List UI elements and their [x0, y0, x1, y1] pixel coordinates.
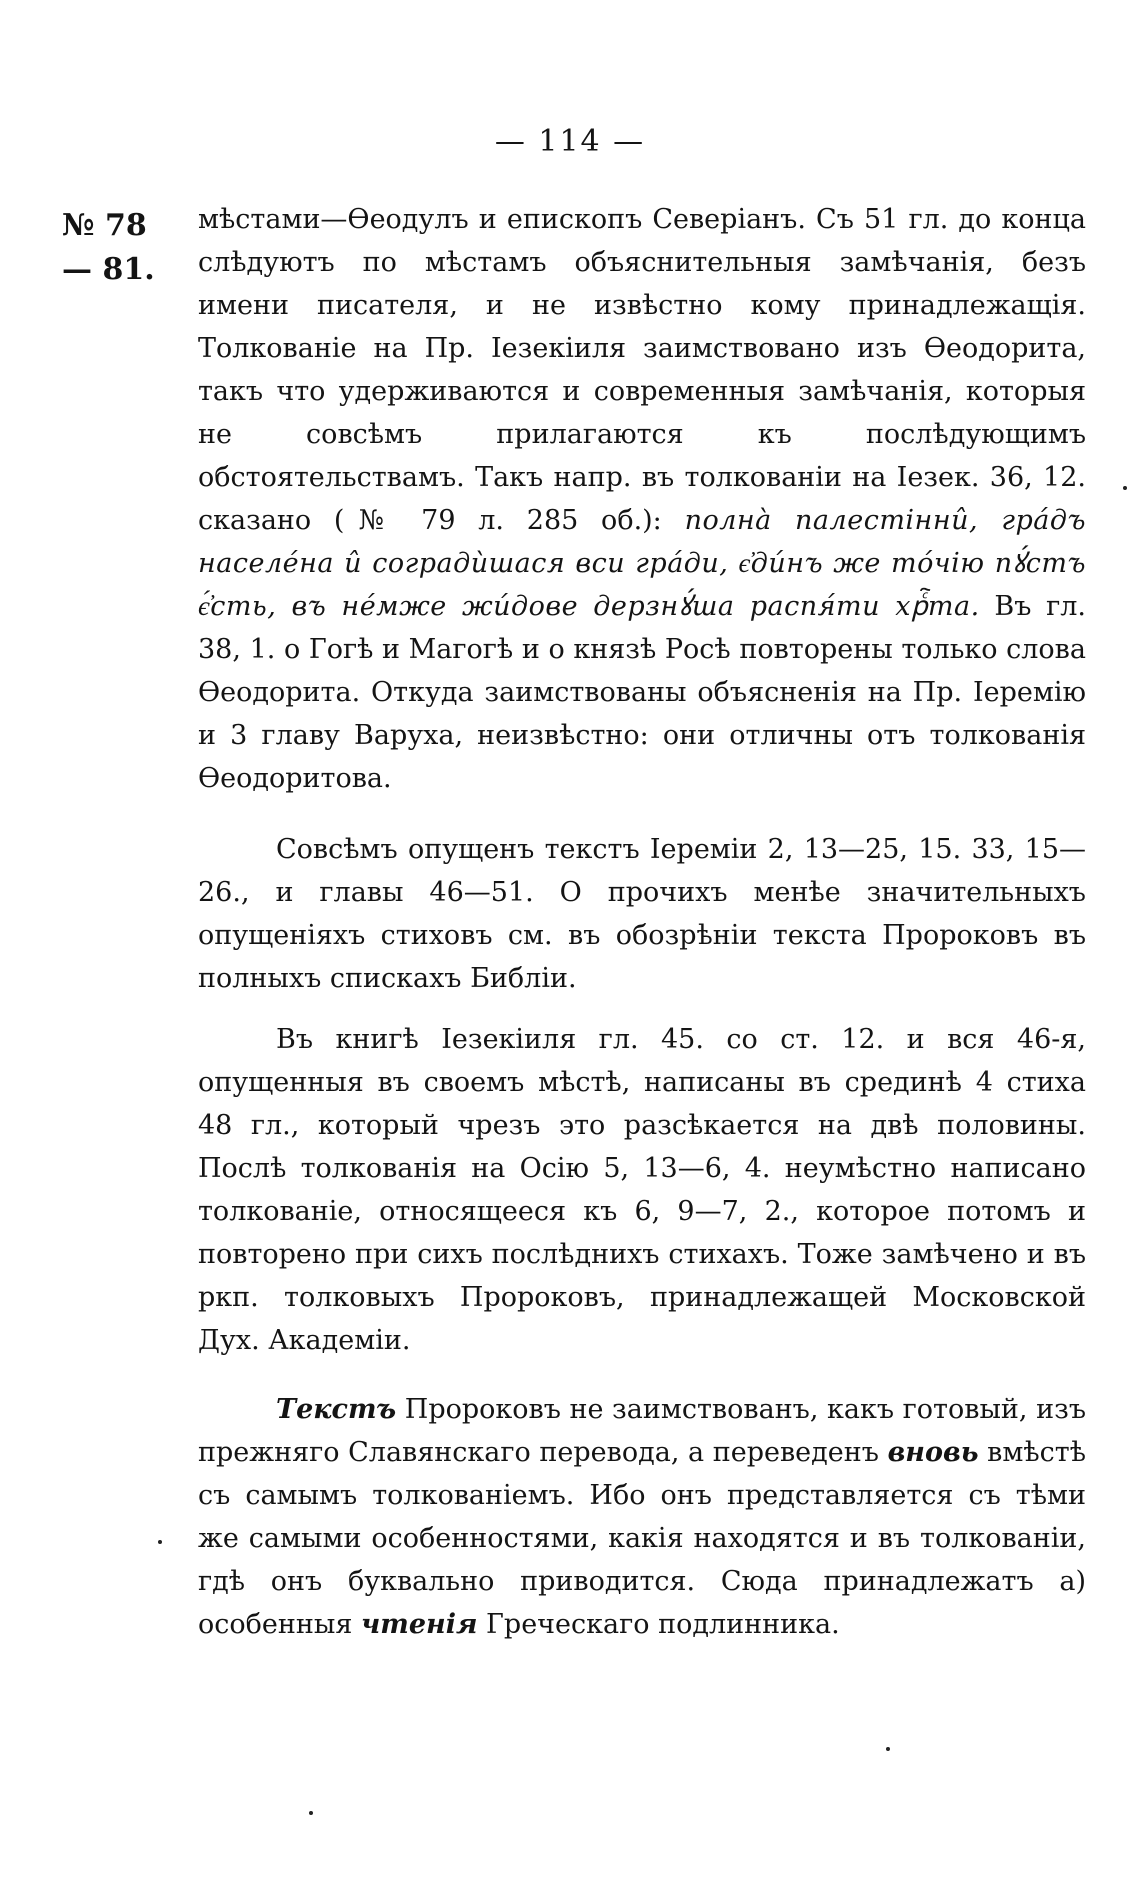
scan-speck — [309, 1811, 313, 1815]
paragraph-4-emphasis-readings: чтенія — [360, 1609, 478, 1640]
paragraph-3: Въ книгѣ Іезекіиля гл. 45. со ст. 12. и вся 46-я, опущенныя въ своемъ мѣстѣ, написаны въ срединѣ 4 стиха 48 гл., который чрезъ это разсѣкается на двѣ половины. Послѣ толкованія на Осію 5, 13—6, 4. неумѣстно написано толкованіе, относящееся къ 6, 9—7, 2., которое потомъ и повторено при сихъ послѣднихъ стихахъ. Тоже замѣчено и въ ркп. толковыхъ Пророковъ, принадлежащей Московской Дух. Академіи. — [198, 1024, 1086, 1356]
margin-note-line-1: № 78 — [62, 208, 147, 243]
margin-note — [62, 204, 198, 291]
scan-speck — [158, 1540, 162, 1544]
body-text — [198, 198, 1086, 1646]
paragraph-4 — [198, 1388, 1086, 1646]
paragraph-4-emphasis-text: Текстъ — [276, 1394, 397, 1425]
paragraph-4-text-b: вмѣстѣ съ самымъ толкованіемъ. Ибо онъ представляется съ тѣми же самыми особенностями, какія находятся и въ толкованіи, гдѣ онъ буквально приводится. Сюда принадлежатъ а) особенныя — [198, 1437, 1086, 1640]
paragraph-2: Совсѣмъ опущенъ текстъ Іереміи 2, 13—25, 15. 33, 15—26., и главы 46—51. О прочихъ менѣе значительныхъ опущеніяхъ стиховъ см. въ обозрѣніи текста Пророковъ въ полныхъ спискахъ Библіи. — [198, 834, 1086, 994]
paragraph-4-text-a: Пророковъ не заимствованъ, какъ готовый, изъ прежняго Славянскаго перевода, а переведенъ — [198, 1394, 1086, 1468]
paragraph-1-text-a: мѣстами—Ѳеодулъ и епископъ Северіанъ. Съ 51 гл. до конца слѣдуютъ по мѣстамъ объяснительныя замѣчанія, безъ имени писателя, и не извѣстно кому принадлежащія. Толкованіе на Пр. Іезекіиля заимствовано изъ Ѳеодорита, такъ что удерживаются и современныя замѣчанія, которыя не совсѣмъ прилагаются къ послѣдующимъ обстоятельствамъ. Такъ напр. въ толкованіи на Іезек. 36, 12. сказано (№ 79 л. 285 об.): — [198, 204, 1086, 536]
paragraph-4-text-c: Греческаго подлинника. — [477, 1609, 840, 1640]
paragraph-1 — [198, 198, 1086, 800]
church-slavonic-quote: полна̀ палестінни̂, гра́дъ населе́на и̂ соградѝшася вси гра́ди, є҆ди́нъ же то́чію пꙋ́стъ є҆́сть, въ не́мже жи́дове дерзнꙋ́ша распя́ти хрⷭ҇та. — [198, 505, 1086, 622]
page-number: — 114 — — [494, 124, 646, 159]
margin-note-line-2: — 81. — [62, 251, 155, 287]
paragraph-1-text-b: Въ гл. 38, 1. о Гогѣ и Магогѣ и о князѣ Росѣ повторены только слова Ѳеодорита. Откуда заимствованы объясненія на Пр. Іеремію и 3 главу Варуха, неизвѣстно: они отличны отъ толкованія Ѳеодоритова. — [198, 591, 1086, 794]
scan-speck — [1123, 486, 1127, 490]
scan-speck — [886, 1747, 890, 1751]
paragraph-4-emphasis-anew: вновь — [887, 1437, 979, 1468]
